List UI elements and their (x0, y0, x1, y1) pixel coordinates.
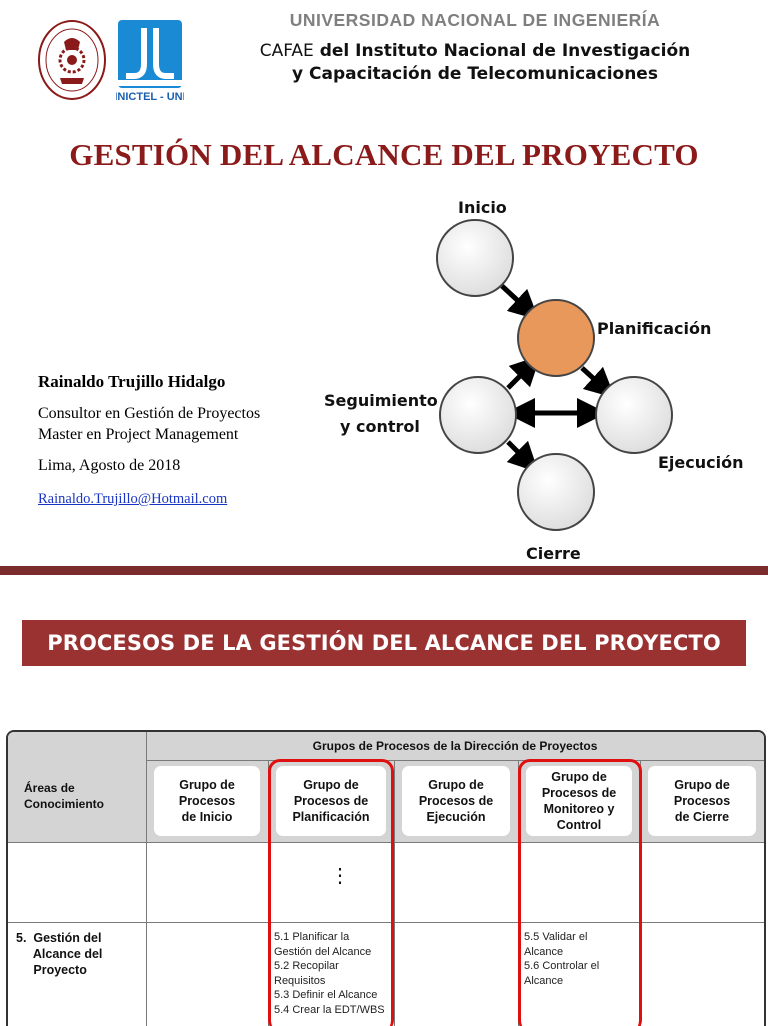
arrow-inicio-planificacion (502, 286, 528, 310)
author-role-1: Consultor en Gestión de Proyectos (38, 405, 261, 422)
university-name: UNIVERSIDAD NACIONAL DE INGENIERÍA (289, 10, 661, 30)
group-inicio: Grupo de Procesos de Inicio (154, 766, 260, 836)
circle-inicio (437, 220, 513, 296)
label-inicio: Inicio (458, 198, 507, 217)
areas-label: Áreas de Conocimiento (24, 781, 104, 811)
grid-v-0 (146, 732, 147, 1026)
author-email-link[interactable]: Rainaldo.Trujillo@Hotmail.com (38, 491, 228, 507)
planning-item: Gestión del Alcance (274, 945, 372, 958)
author-name: Rainaldo Trujillo Hidalgo (38, 372, 226, 391)
row-label-scope-management: 5. Gestión del Alcance del Proyecto (16, 931, 103, 977)
monitoring-item: 5.6 Controlar el (524, 960, 600, 972)
planning-item: 5.2 Recopilar (274, 960, 339, 972)
institute-prefix: CAFAE (259, 41, 314, 61)
label-planificacion: Planificación (597, 319, 712, 338)
slide-divider-bar (0, 566, 768, 575)
grid-h-groups (146, 760, 764, 761)
monitoring-item: Alcance (524, 974, 564, 987)
inictel-logo-text: INICTEL - UNI (116, 91, 184, 102)
processes-table (6, 730, 766, 1026)
group-cierre: Grupo de Procesos de Cierre (648, 766, 756, 836)
label-seguimiento-2: y control (340, 417, 420, 436)
slide-title: GESTIÓN DEL ALCANCE DEL PROYECTO (69, 137, 699, 172)
label-seguimiento-1: Seguimiento (324, 391, 438, 410)
institute-line-2 (190, 64, 760, 84)
institute-line-1 (190, 41, 760, 61)
planning-process-list (274, 930, 396, 1017)
circle-ejecucion (596, 377, 672, 453)
monitoring-item: 5.5 Validar el (524, 931, 588, 943)
institute-rest: del Instituto Nacional de Investigación (313, 41, 691, 61)
group-monitoreo-control: Grupo de Procesos de Monitoreo y Control (526, 766, 632, 836)
planning-item: 5.4 Crear la EDT/WBS (274, 1003, 385, 1016)
planning-item: Requisitos (274, 974, 326, 987)
ellipsis-rows: ⋮ (330, 865, 350, 887)
inictel-uni-logo (116, 20, 184, 102)
arrow-planificacion-ejecucion (582, 368, 604, 388)
processes-banner: PROCESOS DE LA GESTIÓN DEL ALCANCE DEL PROYECTO (22, 620, 746, 666)
uni-seal-logo (38, 20, 106, 100)
planning-item: 5.3 Definir el Alcance (274, 989, 378, 1001)
arrow-seguimiento-planificacion (508, 366, 530, 388)
group-ejecucion: Grupo de Procesos de Ejecución (402, 766, 510, 836)
arrow-seguimiento-cierre (508, 442, 528, 462)
monitoring-process-list (524, 930, 636, 988)
circle-seguimiento (440, 377, 516, 453)
circle-planificacion (518, 300, 594, 376)
group-planificacion: Grupo de Procesos de Planificación (276, 766, 386, 836)
monitoring-item: Alcance (524, 945, 564, 958)
label-ejecucion: Ejecución (658, 453, 744, 472)
circle-cierre (518, 454, 594, 530)
author-role-2: Master en Project Management (38, 426, 239, 443)
date-location: Lima, Agosto de 2018 (38, 457, 181, 474)
institute-line-2-text: y Capacitación de Telecomunicaciones (292, 64, 658, 84)
project-cycle-diagram (310, 190, 760, 566)
label-cierre: Cierre (526, 544, 581, 563)
groups-header: Grupos de Procesos de la Dirección de Proyectos (146, 732, 764, 760)
planning-item: 5.1 Planificar la (274, 931, 350, 943)
